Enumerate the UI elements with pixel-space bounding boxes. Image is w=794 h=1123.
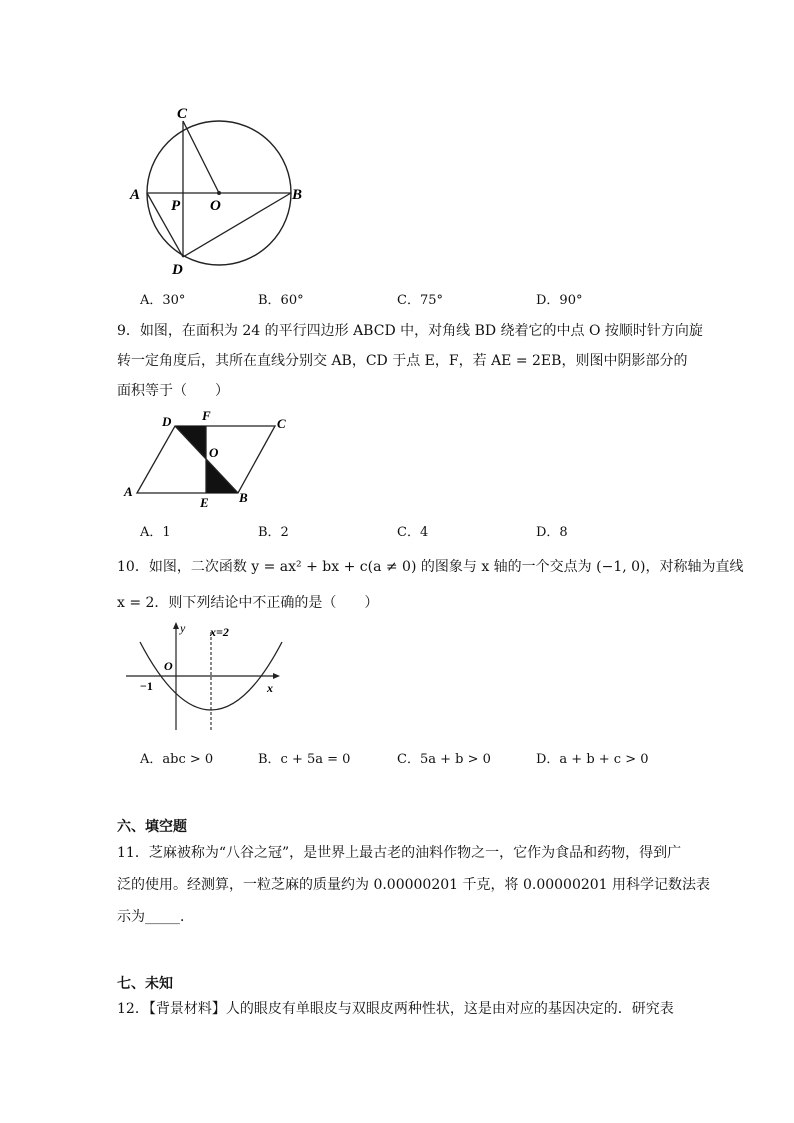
q9-line-1: 9．如图，在面积为 24 的平行四边形 ABCD 中，对角线 BD 绕着它的中点 O 按顺时针方向旋 [117, 323, 703, 339]
label-b: B [292, 187, 303, 203]
q10-option-a: A．abc > 0 [140, 752, 214, 767]
q10-option-d: D．a + b + c > 0 [536, 752, 649, 767]
q11-line-2: 泛的使用。经测算，一粒芝麻的质量约为 0.00000201 千克，将 0.00000201 用科学记数法表 [117, 877, 711, 893]
q9-option-a: A．1 [140, 525, 171, 540]
y-axis-arrow [173, 622, 179, 629]
label-d: D [172, 262, 183, 278]
circle-figure [120, 100, 330, 280]
parabola-figure [120, 618, 290, 738]
q8-option-b: B．60° [258, 293, 304, 308]
label-o: O [164, 659, 173, 673]
label-a: A [124, 484, 133, 499]
q8-option-d: D．90° [536, 293, 583, 308]
q9-option-d: D．8 [536, 525, 568, 540]
q9-line-3: 面积等于（ ） [117, 383, 229, 399]
q11-line-1: 11．芝麻被称为“八谷之冠”，是世界上最古老的油料作物之一，它作为食品和药物，得到广 [117, 845, 682, 861]
segment-db [183, 193, 291, 257]
q8-option-a: A．30° [140, 293, 186, 308]
q9-line-2: 转一定角度后，其所在直线分别交 AB，CD 于点 E，F，若 AE = 2EB，则图中阴影部分的 [117, 353, 688, 369]
label-o: O [209, 445, 219, 460]
label-c: C [277, 416, 286, 431]
q12-line-1: 12．【背景材料】人的眼皮有单眼皮与双眼皮两种性状，这是由对应的基因决定的．研究表 [117, 1001, 674, 1017]
label-a: A [130, 187, 141, 203]
q8-option-c: C．75° [397, 293, 443, 308]
center-point [217, 191, 221, 195]
label-x: x [267, 681, 273, 695]
label-e: E [200, 495, 209, 510]
label-x2: x=2 [210, 625, 229, 639]
label-y: y [180, 621, 186, 635]
q9-option-c: C．4 [397, 525, 429, 540]
label-c: C [177, 106, 188, 122]
q10-line-1: 10．如图，二次函数 y = ax² + bx + c(a ≠ 0) 的图象与 x 轴的一个交点为 (−1, 0)，对称轴为直线 [117, 559, 744, 575]
q10-option-b: B．c + 5a = 0 [258, 752, 351, 767]
q11-line-3: 示为_____． [117, 909, 194, 925]
label-o: O [210, 198, 221, 214]
parallelogram-figure [120, 406, 300, 512]
label-b: B [239, 490, 248, 505]
x-axis-arrow [273, 673, 280, 679]
section-fill-in-title: 六、填空题 [117, 819, 187, 835]
label-d: D [162, 414, 172, 429]
segment-co [183, 121, 219, 193]
q10-option-c: C．5a + b > 0 [397, 752, 491, 767]
q10-line-2: x = 2．则下列结论中不正确的是（ ） [117, 595, 379, 611]
label-p: P [171, 198, 181, 214]
label-f: F [202, 408, 211, 423]
label-minus-1: −1 [140, 679, 153, 693]
section-unknown-title: 七、未知 [117, 976, 173, 992]
q9-option-b: B．2 [258, 525, 289, 540]
